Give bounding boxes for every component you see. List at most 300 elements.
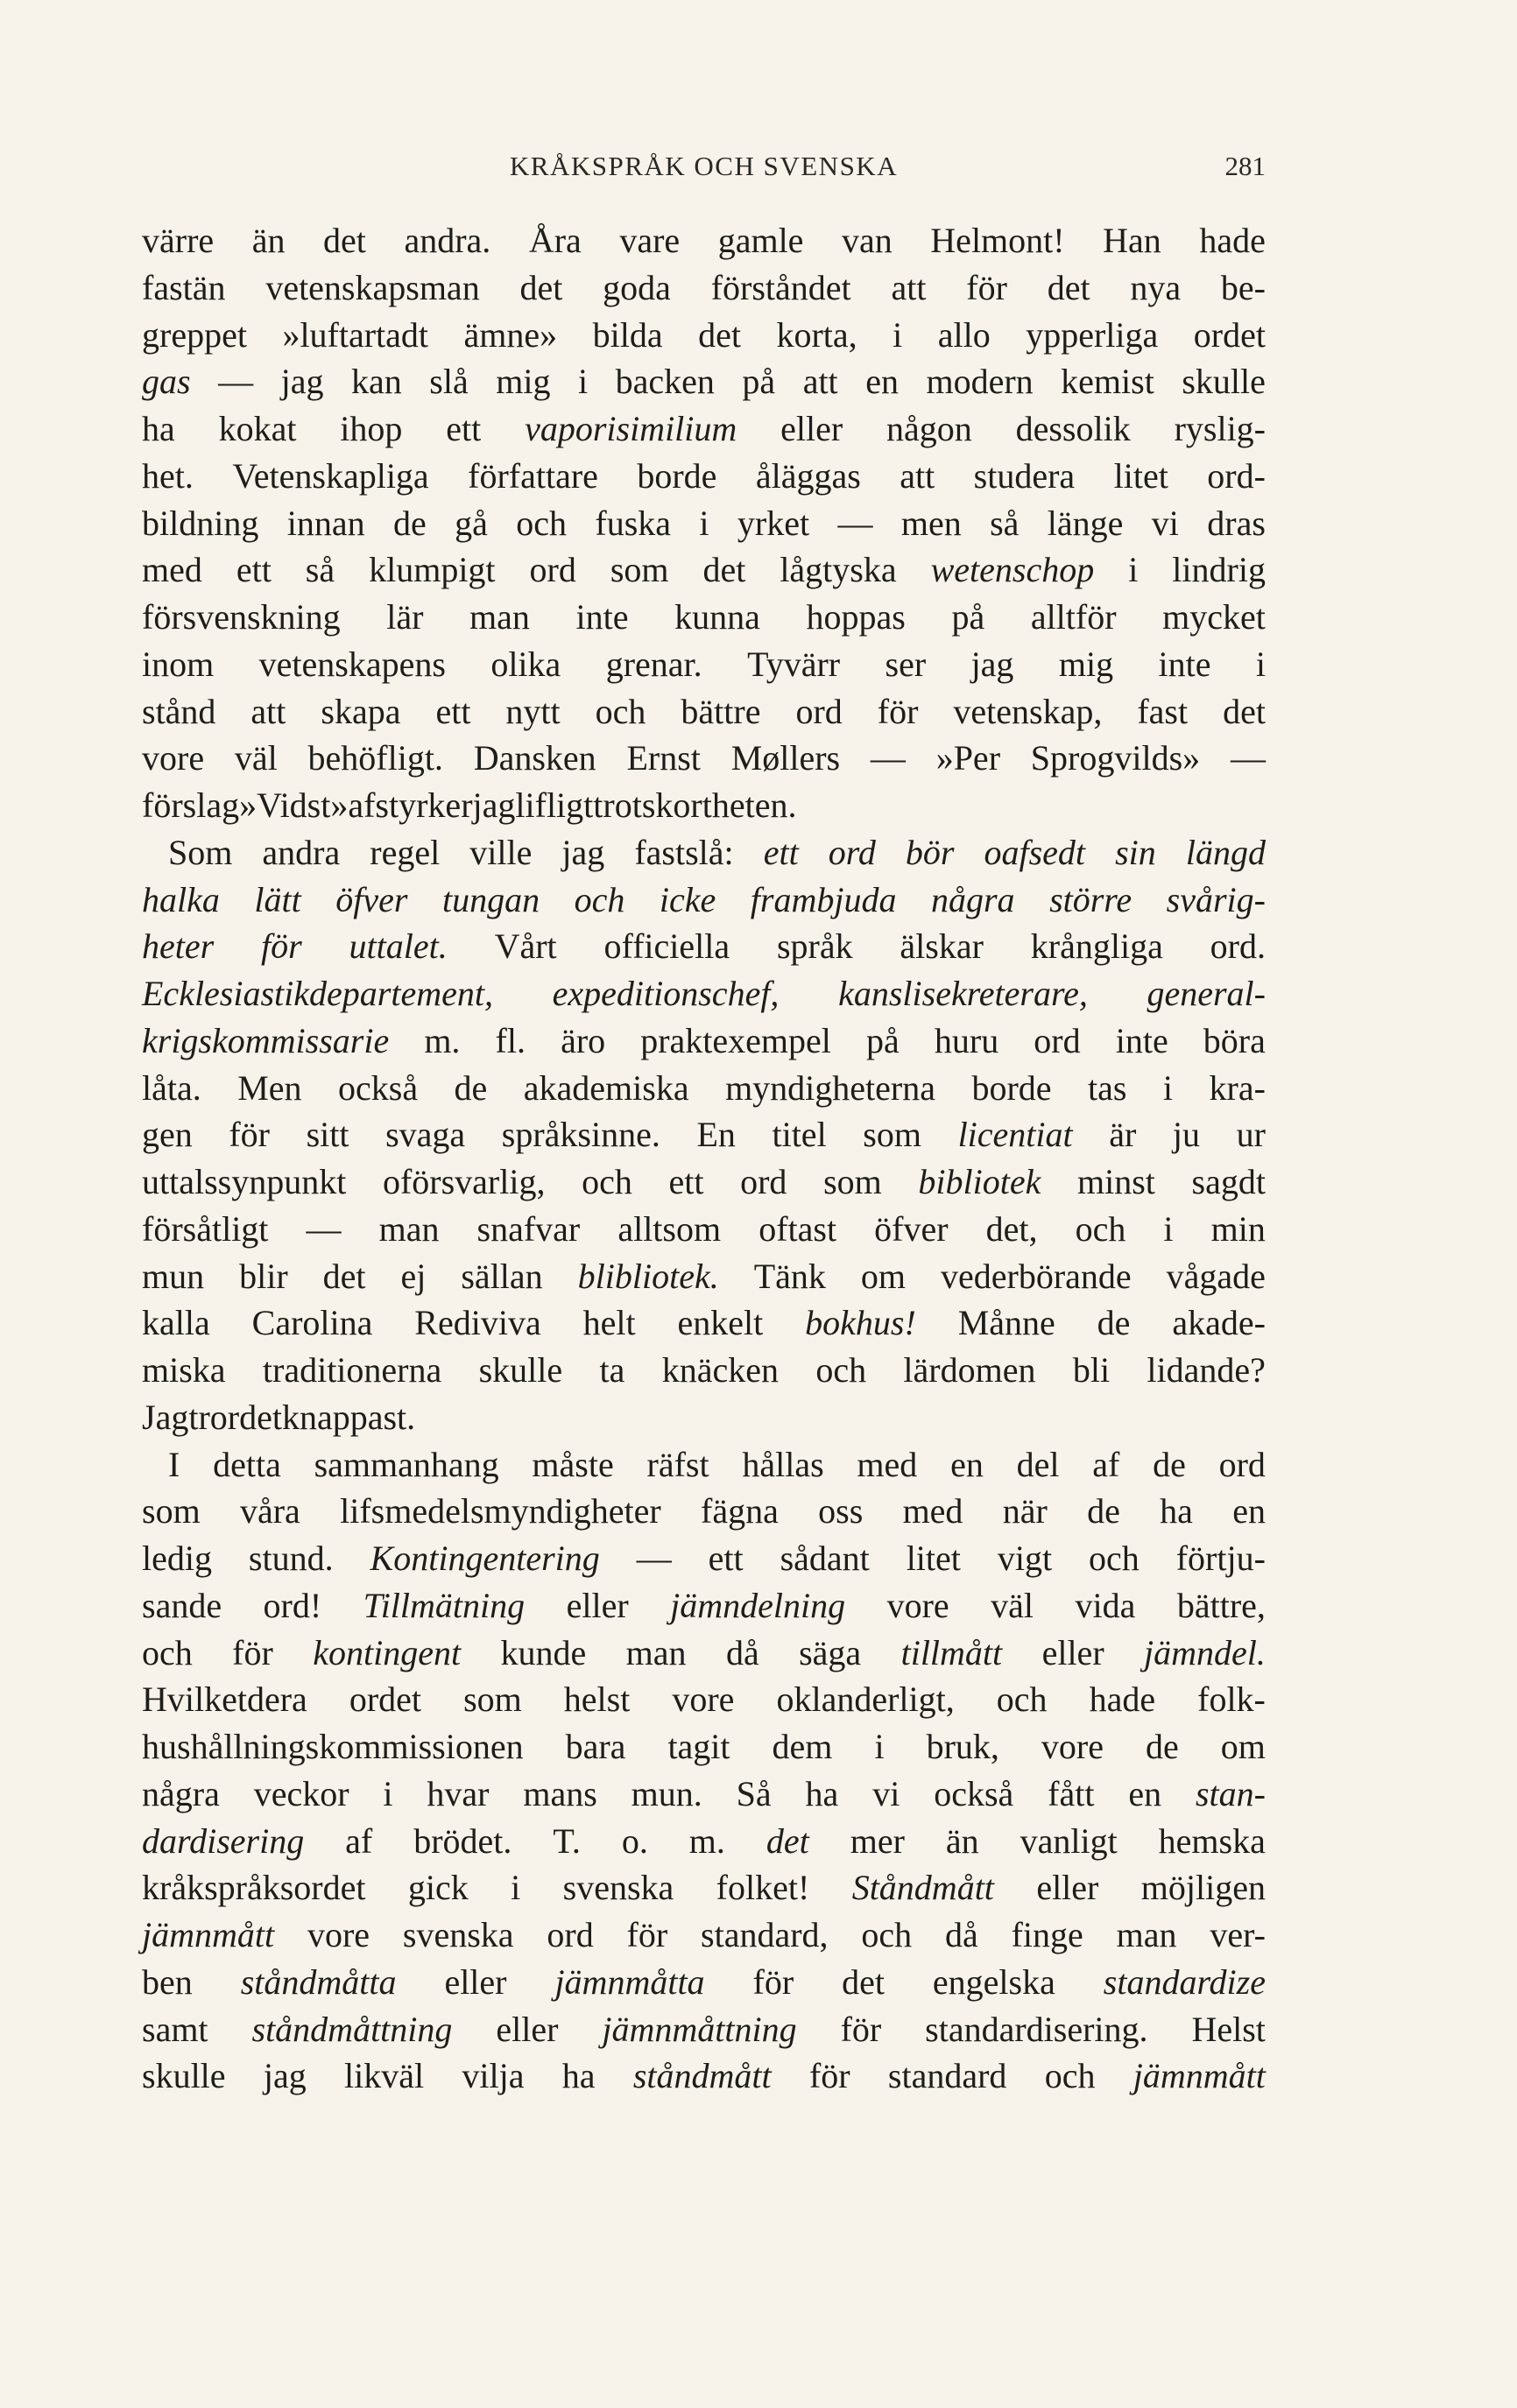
word: språk xyxy=(776,926,853,967)
word: i xyxy=(577,362,589,402)
word: sådant xyxy=(780,1538,870,1578)
word: Ecklesiastikdepartement, xyxy=(142,974,493,1013)
word: »Vidst» xyxy=(239,785,349,825)
word: Kontingentering xyxy=(370,1538,600,1578)
word: skulle xyxy=(478,1350,563,1390)
word: äro xyxy=(561,1020,606,1060)
word: ord xyxy=(1218,1444,1266,1484)
word: tagit xyxy=(667,1727,730,1766)
word: traditionerna xyxy=(262,1350,442,1390)
word: ett xyxy=(446,409,482,448)
word: i xyxy=(1163,1208,1174,1249)
word: ypperliga xyxy=(1026,314,1159,355)
word: — xyxy=(218,362,254,402)
word: att xyxy=(891,267,927,307)
word: likväl xyxy=(344,2056,425,2096)
word: älskar xyxy=(900,926,984,967)
word: Rediviva xyxy=(414,1303,541,1343)
word: och xyxy=(142,1632,193,1672)
word: finge xyxy=(1011,1915,1083,1954)
word: samt xyxy=(142,2009,208,2049)
word: och xyxy=(595,691,646,731)
running-title: KRÅKSPRÅK OCH SVENSKA xyxy=(509,151,899,181)
word: värre xyxy=(142,221,215,260)
word: Helst xyxy=(1191,2009,1266,2049)
word: längd xyxy=(1185,832,1266,872)
word: de xyxy=(454,1067,488,1108)
text-line xyxy=(142,594,1266,641)
word: titel xyxy=(772,1115,827,1155)
word: som xyxy=(863,1115,921,1155)
word: hvar xyxy=(427,1773,490,1813)
word: slå xyxy=(429,362,469,402)
word: sin xyxy=(1115,832,1156,872)
word: Men xyxy=(237,1067,302,1108)
word: det xyxy=(239,1397,282,1437)
text-line xyxy=(142,2052,1266,2100)
word: och xyxy=(996,1679,1048,1720)
word: dardisering xyxy=(142,1820,305,1861)
word: bara xyxy=(565,1727,626,1766)
word: nya xyxy=(1130,267,1182,307)
word: standardisering. xyxy=(925,2009,1148,2049)
word: man xyxy=(625,1632,687,1672)
text-line xyxy=(142,1111,1266,1158)
word: jag xyxy=(263,2056,307,2096)
text-line xyxy=(142,1630,1266,1677)
text-line xyxy=(142,1065,1266,1112)
word: kra- xyxy=(1209,1067,1266,1108)
word: tror xyxy=(188,1397,240,1437)
word: huru xyxy=(934,1020,999,1060)
word: sällan xyxy=(461,1256,543,1296)
word: Månne xyxy=(957,1303,1055,1343)
word: hushållningskommissionen xyxy=(142,1727,524,1766)
word: hemska xyxy=(1158,1820,1266,1861)
word: kemist xyxy=(1061,362,1154,402)
word: med xyxy=(857,1444,918,1484)
word: jämndelning xyxy=(670,1585,846,1625)
word: wetenschop xyxy=(930,550,1095,590)
text-line xyxy=(142,1299,1266,1347)
word: expeditionschef, xyxy=(552,974,780,1013)
word: gick xyxy=(407,1868,469,1908)
word: — xyxy=(870,738,906,778)
word: miska xyxy=(142,1350,226,1390)
word: i xyxy=(893,314,903,355)
word: lätt xyxy=(254,879,301,919)
word: för xyxy=(966,267,1007,307)
word: frambjuda xyxy=(750,879,897,919)
word: kunna xyxy=(674,597,760,637)
word: stan- xyxy=(1195,1773,1266,1813)
word: i xyxy=(511,1868,521,1908)
word: vida xyxy=(1075,1585,1136,1625)
text-line xyxy=(142,1488,1266,1535)
word: gen xyxy=(142,1115,193,1155)
word: ordet xyxy=(349,1679,422,1720)
text-line xyxy=(142,970,1266,1017)
word: eller xyxy=(780,409,843,448)
word: mycket xyxy=(1162,597,1266,637)
word: Møllers xyxy=(730,738,841,778)
word: enkelt xyxy=(677,1303,764,1343)
word: Vetenskapliga xyxy=(232,455,429,496)
word: het. xyxy=(142,455,194,496)
word: sitt xyxy=(306,1115,349,1155)
word: lindrig xyxy=(1172,550,1266,590)
text-line xyxy=(142,1535,1266,1582)
word: ser xyxy=(885,644,927,684)
word: väl xyxy=(991,1585,1034,1625)
word: af xyxy=(345,1820,373,1861)
word: kontingent xyxy=(313,1632,462,1672)
word: i xyxy=(1128,550,1139,590)
word: behöfligt. xyxy=(307,738,443,778)
word: bokhus! xyxy=(805,1303,916,1343)
word: sande xyxy=(142,1585,222,1625)
word: för xyxy=(232,1632,273,1672)
word: vågade xyxy=(1166,1256,1266,1296)
word: ett xyxy=(668,1162,704,1201)
word: olika xyxy=(490,644,561,684)
word: inom xyxy=(142,644,215,684)
text-line xyxy=(142,735,1266,782)
word: blibliotek. xyxy=(577,1256,719,1296)
word: på xyxy=(951,597,985,637)
word: ver- xyxy=(1210,1915,1266,1954)
word: kråkspråksordet xyxy=(142,1868,366,1908)
word: trots xyxy=(593,785,656,825)
word: innan xyxy=(286,503,365,543)
word: åläggas xyxy=(755,455,861,496)
word: vi xyxy=(1151,503,1179,543)
word: och xyxy=(815,1350,867,1390)
word: vore xyxy=(672,1679,735,1720)
text-line xyxy=(142,1818,1266,1865)
word: oss xyxy=(818,1491,864,1531)
word: stund. xyxy=(248,1538,334,1578)
word: några xyxy=(142,1773,220,1813)
word: litet xyxy=(906,1538,961,1578)
word: jag xyxy=(970,644,1014,684)
word: och xyxy=(1044,2056,1096,2096)
word: fastän xyxy=(142,267,226,307)
word: officiella xyxy=(603,926,730,967)
word: modern xyxy=(926,362,1034,402)
word: ståndmåttning xyxy=(251,2009,453,2049)
text-line xyxy=(142,688,1266,736)
word: skapa xyxy=(321,691,401,731)
text-line xyxy=(142,312,1266,359)
word: det xyxy=(842,1961,885,2002)
text-line xyxy=(142,405,1266,453)
word: Helmont! xyxy=(930,221,1065,260)
word: — xyxy=(1230,738,1266,778)
word: ett xyxy=(708,1538,744,1578)
text-line xyxy=(142,923,1266,970)
word: licentiat xyxy=(957,1115,1073,1155)
word: vanligt xyxy=(1020,1820,1118,1861)
word: lär xyxy=(386,597,424,637)
word: jämndel. xyxy=(1144,1632,1266,1672)
word: de xyxy=(1097,1303,1131,1343)
word: i xyxy=(699,503,709,543)
word: Jag xyxy=(142,1397,189,1437)
word: som xyxy=(142,1491,201,1531)
word: bättre xyxy=(681,691,761,731)
word: och xyxy=(574,879,625,919)
word: engelska xyxy=(932,1961,1055,2002)
word: ett xyxy=(435,691,471,731)
word: för xyxy=(840,2009,882,2049)
text-line xyxy=(142,1347,1266,1394)
word: bör xyxy=(905,832,955,872)
word: svaga xyxy=(385,1115,466,1155)
word: att xyxy=(900,455,935,496)
word: uttalssynpunkt xyxy=(142,1162,347,1201)
word: säga xyxy=(799,1632,862,1672)
word: brödet. xyxy=(413,1820,512,1861)
word: så xyxy=(990,503,1020,543)
word: också xyxy=(934,1773,1014,1813)
word: afstyrker xyxy=(348,785,473,825)
word: länge xyxy=(1047,503,1124,543)
word: ihop xyxy=(340,409,403,448)
word: standard xyxy=(887,2056,1007,2096)
word: lifligt xyxy=(515,785,594,825)
word: praktexempel xyxy=(640,1020,831,1060)
word: min xyxy=(1210,1208,1266,1249)
text-line xyxy=(142,1771,1266,1818)
word: eller xyxy=(1041,1632,1104,1672)
word: borde xyxy=(971,1067,1052,1108)
word: greppet xyxy=(142,314,247,355)
word: Ståndmått xyxy=(851,1868,994,1908)
word: stånd xyxy=(142,691,216,731)
word: vore xyxy=(142,738,205,778)
word: ord xyxy=(740,1162,787,1201)
word: lidande? xyxy=(1147,1350,1266,1390)
word: ord! xyxy=(263,1585,322,1625)
word: — xyxy=(837,503,873,543)
word: och xyxy=(1075,1208,1126,1249)
word: Åra xyxy=(528,221,582,260)
word: snafvar xyxy=(476,1208,581,1249)
word: svenska xyxy=(562,1868,674,1908)
word: att xyxy=(802,362,838,402)
word: för xyxy=(752,1961,794,2002)
word: mer xyxy=(850,1820,905,1861)
word: grenar. xyxy=(605,644,702,684)
word: då xyxy=(725,1632,759,1672)
word: förståndet xyxy=(710,267,851,307)
word: jämnmåtta xyxy=(554,1961,705,2002)
word: men xyxy=(900,503,962,543)
word: krångliga xyxy=(1030,926,1163,967)
word: någon xyxy=(886,409,972,448)
word: det xyxy=(766,1820,809,1861)
word: af xyxy=(1092,1444,1120,1484)
word: dessolik xyxy=(1015,409,1131,448)
word: litet xyxy=(1113,455,1168,496)
word: »luftartadt xyxy=(282,314,429,355)
word: vetenskapsman xyxy=(265,267,480,307)
word: regel xyxy=(370,832,441,872)
word: jag xyxy=(472,785,516,825)
word: standard, xyxy=(701,1915,829,1954)
word: ord xyxy=(529,550,576,590)
text-line xyxy=(142,1676,1266,1723)
word: det xyxy=(1223,691,1266,731)
text-line xyxy=(142,1864,1266,1912)
word: hoppas xyxy=(806,597,906,637)
word: det xyxy=(1047,267,1090,307)
word: eller xyxy=(566,1585,629,1625)
word: för xyxy=(229,1115,270,1155)
word: Tillmätning xyxy=(363,1585,526,1625)
word: vore xyxy=(307,1915,370,1954)
word: nytt xyxy=(505,691,561,731)
word: väl xyxy=(234,738,278,778)
word: för xyxy=(808,2056,850,2096)
word: mun. xyxy=(631,1773,702,1813)
word: man xyxy=(1116,1915,1177,1954)
word: tungan xyxy=(441,879,540,919)
word: böra xyxy=(1203,1020,1266,1060)
word: borde xyxy=(637,455,717,496)
word: Dansken xyxy=(473,738,596,778)
word: o. xyxy=(621,1820,648,1861)
word: akade- xyxy=(1172,1303,1266,1343)
word: oklanderligt, xyxy=(776,1679,955,1720)
word: myndigheterna xyxy=(725,1067,935,1108)
word: — xyxy=(306,1208,342,1249)
word: detta xyxy=(213,1444,281,1484)
word: vilja xyxy=(462,2056,525,2096)
word: folk- xyxy=(1197,1679,1266,1720)
word: »Per xyxy=(935,738,1001,778)
word: hade xyxy=(1089,1679,1156,1720)
word: m. xyxy=(688,1820,725,1861)
word: än xyxy=(945,1820,979,1861)
word: andra xyxy=(262,832,341,872)
word: kanslisekreterare, xyxy=(838,974,1088,1013)
text-line xyxy=(142,500,1266,547)
word: ord xyxy=(547,1915,594,1954)
word: för xyxy=(626,1915,668,1954)
word: mig xyxy=(1058,644,1114,684)
word: ord- xyxy=(1207,455,1266,496)
word: van xyxy=(841,221,893,260)
word: vare xyxy=(619,221,681,260)
word: språksinne. xyxy=(501,1115,660,1155)
word: och xyxy=(1089,1538,1140,1578)
word: standardize xyxy=(1103,1961,1266,2002)
word: vetenskap, xyxy=(953,691,1103,731)
word: vetenskapens xyxy=(258,644,446,684)
word: oförsvarlig, xyxy=(382,1162,546,1201)
word: öfver xyxy=(335,879,408,919)
word: bildning xyxy=(142,503,259,543)
text-line xyxy=(142,1441,1266,1489)
word: mig xyxy=(496,362,551,402)
word: ordet xyxy=(1193,314,1266,355)
word: en xyxy=(865,362,899,402)
word: de xyxy=(1087,1491,1120,1531)
word: ord xyxy=(795,691,843,731)
word: bruk, xyxy=(926,1727,999,1766)
word: backen xyxy=(615,362,715,402)
word: om xyxy=(1220,1727,1266,1766)
word: jag xyxy=(561,832,605,872)
word: fägna xyxy=(701,1491,779,1531)
text-line xyxy=(142,217,1266,264)
word: ord xyxy=(1034,1020,1081,1060)
word: vederbörande xyxy=(941,1256,1132,1296)
word: inte xyxy=(1115,1020,1168,1060)
word: ett xyxy=(763,832,799,872)
word: också xyxy=(338,1067,419,1108)
word: gas xyxy=(142,362,191,402)
word: några xyxy=(930,879,1015,919)
word: kortheten. xyxy=(655,785,797,825)
word: — xyxy=(636,1538,672,1578)
word: mans xyxy=(523,1773,597,1813)
text-line xyxy=(142,877,1266,924)
word: Som xyxy=(168,832,233,872)
word: ha xyxy=(1160,1491,1193,1531)
text-line xyxy=(142,641,1266,688)
word: knäcken xyxy=(661,1350,779,1390)
word: heter xyxy=(142,926,215,967)
word: eller xyxy=(1036,1868,1099,1908)
word: goda xyxy=(603,267,671,307)
word: Tyvärr xyxy=(747,644,841,684)
word: sammanhang xyxy=(314,1444,499,1484)
word: svårig- xyxy=(1166,879,1266,919)
word: vigt xyxy=(997,1538,1053,1578)
word: måste xyxy=(532,1444,614,1484)
text-line xyxy=(142,546,1266,594)
word: ett xyxy=(236,550,272,590)
text-line xyxy=(142,1582,1266,1630)
word: som xyxy=(823,1162,882,1201)
word: dem xyxy=(772,1727,833,1766)
text-line xyxy=(142,1394,1266,1441)
word: är xyxy=(1109,1115,1137,1155)
word: man xyxy=(469,597,530,637)
word: oafsedt xyxy=(984,832,1086,872)
word: I xyxy=(168,1444,180,1484)
word: vore xyxy=(1041,1727,1104,1766)
word: studera xyxy=(973,455,1076,496)
text-line xyxy=(142,782,1266,829)
word: kalla xyxy=(142,1303,210,1343)
word: kan xyxy=(351,362,402,402)
word: knappast. xyxy=(281,1397,416,1437)
word: de xyxy=(1153,1444,1186,1484)
word: Så xyxy=(736,1773,772,1813)
word: minst xyxy=(1076,1162,1155,1201)
text-line xyxy=(142,358,1266,405)
word: vi xyxy=(872,1773,900,1813)
word: ståndmåtta xyxy=(240,1961,397,2002)
word: försvenskning xyxy=(142,597,341,637)
word: för xyxy=(261,926,302,967)
word: på xyxy=(742,362,776,402)
word: skulle xyxy=(142,2056,226,2096)
